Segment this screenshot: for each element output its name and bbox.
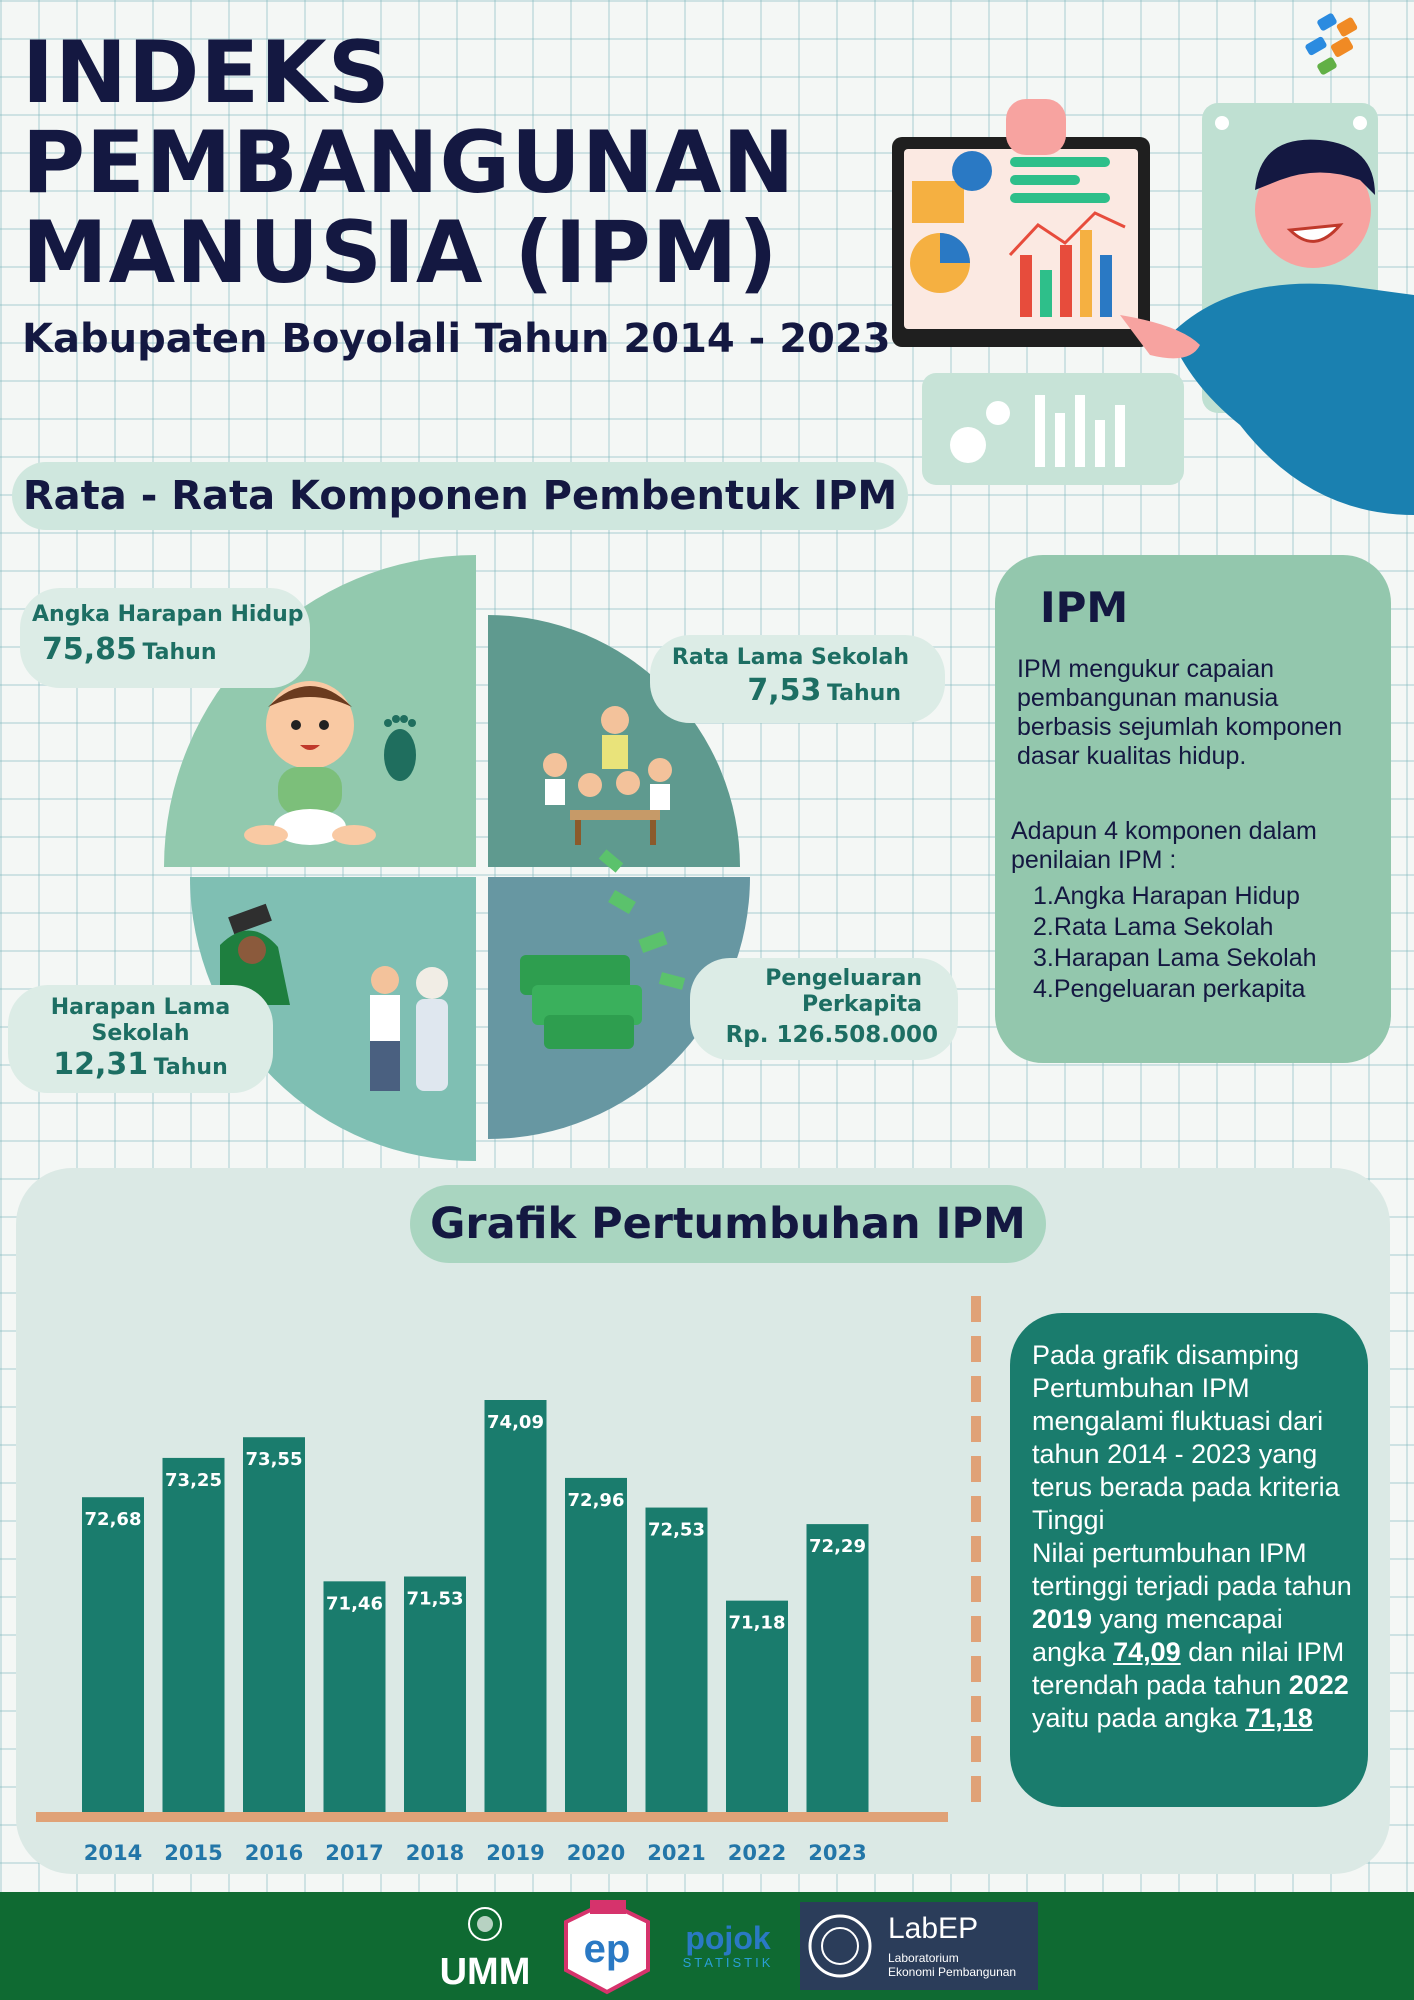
x-tick-label: 2015 (164, 1841, 223, 1860)
hls-unit: Tahun (153, 1055, 228, 1080)
pp-value: Rp. 126.508.000 (725, 1022, 938, 1048)
hls-title-1: Harapan Lama (50, 995, 231, 1020)
bar-value-label: 71,46 (326, 1593, 383, 1615)
bar-value-label: 73,55 (245, 1449, 303, 1471)
bar-value-label: 71,18 (728, 1612, 786, 1634)
lab-ekonomi-emblem (800, 1902, 1038, 1990)
page-title (22, 23, 796, 303)
desc-part-3: yang mencapai angka (1032, 1604, 1283, 1667)
ekonomi-pembangunan-text: Ekonomi Pembangunan (888, 1965, 1017, 1979)
x-tick-label: 2020 (566, 1841, 626, 1860)
bar-value-label: 74,09 (487, 1412, 544, 1433)
x-tick-label: 2019 (486, 1841, 545, 1860)
rls-title: Rata Lama Sekolah (671, 645, 909, 670)
title-line-2: PEMBANGUNAN (22, 113, 796, 213)
lab-ekonomi-logo (800, 1902, 1038, 1990)
pp-label (690, 958, 958, 1060)
x-tick-label: 2017 (325, 1841, 384, 1860)
bps-logo (1288, 10, 1378, 90)
ipm-bar-chart (30, 1300, 960, 1860)
statistik-text: STATISTIK (682, 1955, 774, 1970)
hls-title-2: Sekolah (91, 1021, 190, 1046)
bar-value-label: 71,53 (406, 1588, 464, 1610)
desc-value-high: 74,09 (1113, 1637, 1181, 1667)
grafik-description-card (1010, 1313, 1368, 1807)
title-line-3: MANUSIA (IPM) (22, 203, 779, 303)
pp-title-1: Pengeluaran (765, 966, 922, 991)
bar-value-label: 72,29 (809, 1536, 866, 1558)
bar-2014 (82, 1497, 144, 1812)
bar-value-label: 73,25 (165, 1469, 222, 1491)
bar-2018 (404, 1577, 466, 1812)
desc-year-low: 2022 (1288, 1670, 1349, 1700)
x-axis-line (36, 1812, 948, 1822)
bar-2020 (565, 1478, 627, 1812)
bar-value-label: 72,53 (648, 1519, 705, 1541)
ep-logo-text: ep (583, 1927, 631, 1971)
rls-unit: Tahun (826, 681, 901, 706)
desc-value-low: 71,18 (1245, 1703, 1313, 1733)
x-tick-label: 2023 (808, 1841, 867, 1860)
desc-part-2: Nilai pertumbuhan IPM tertinggi terjadi pada tahun (1032, 1538, 1352, 1601)
desc-part-5: yaitu pada angka (1032, 1703, 1238, 1733)
grafik-description (1032, 1339, 1362, 1735)
ipm-info-card (995, 555, 1391, 1063)
dashed-divider (970, 1296, 982, 1808)
bar-2017 (324, 1581, 386, 1812)
ep-logo (560, 1898, 655, 1996)
labep-text: LabEP (888, 1912, 979, 1945)
ipm-card-description: IPM mengukur capaian pembangunan manusia berbasis sejumlah komponen dasar kualitas hidup. (1017, 655, 1343, 770)
man-with-tablet-illustration (880, 95, 1414, 525)
umm-logo-text: UMM (439, 1951, 531, 1992)
ipm-card-title: IPM (1040, 583, 1129, 632)
desc-part-1: Pada grafik disamping Pertumbuhan IPM mengalami fluktuasi dari tahun 2014 - 2023 yang terus berada pada kriteria Tinggi (1032, 1340, 1340, 1535)
bar-value-label: 72,96 (567, 1489, 625, 1511)
komponen-heading: Rata - Rata Komponen Pembentuk IPM (12, 462, 908, 530)
ahh-title: Angka Harapan Hidup (32, 602, 304, 627)
hls-value: 12,31 (53, 1047, 149, 1082)
ipm-card-intro: Adapun 4 komponen dalam penilaian IPM : (1011, 817, 1317, 874)
rls-label (650, 635, 945, 723)
grafik-heading: Grafik Pertumbuhan IPM (410, 1185, 1046, 1263)
x-tick-label: 2021 (647, 1841, 706, 1860)
list-item: 2.Rata Lama Sekolah (1033, 913, 1274, 941)
ipm-components-list (1033, 881, 1383, 1005)
bar-2023 (807, 1524, 869, 1812)
rls-value: 7,53 (747, 673, 822, 708)
x-tick-label: 2022 (727, 1841, 787, 1860)
bar-2019 (485, 1400, 547, 1812)
bar-2021 (646, 1508, 708, 1812)
umm-logo (425, 1902, 545, 1992)
x-tick-label: 2018 (405, 1841, 465, 1860)
ahh-label (20, 588, 310, 688)
list-item: 1.Angka Harapan Hidup (1033, 882, 1300, 910)
list-item: 4.Pengeluaran perkapita (1033, 975, 1306, 1003)
list-item: 3.Harapan Lama Sekolah (1033, 944, 1317, 972)
x-tick-label: 2016 (244, 1841, 304, 1860)
pojok-statistik-logo (668, 1915, 788, 1975)
bar-2015 (163, 1458, 225, 1812)
laboratorium-text: Laboratorium (888, 1951, 959, 1965)
ahh-value: 75,85 (42, 632, 137, 667)
desc-year-high: 2019 (1032, 1604, 1093, 1634)
bar-value-label: 72,68 (84, 1509, 142, 1531)
pp-title-2: Perkapita (801, 992, 922, 1017)
pojok-text: pojok (685, 1920, 771, 1956)
hls-label (8, 985, 273, 1093)
x-tick-label: 2014 (83, 1841, 143, 1860)
bar-2016 (243, 1437, 305, 1812)
desc-part-4: dan nilai IPM terendah pada tahun (1032, 1637, 1345, 1700)
ahh-unit: Tahun (142, 640, 217, 665)
title-line-1: INDEKS (22, 23, 391, 123)
page-subtitle: Kabupaten Boyolali Tahun 2014 - 2023 (22, 316, 891, 362)
